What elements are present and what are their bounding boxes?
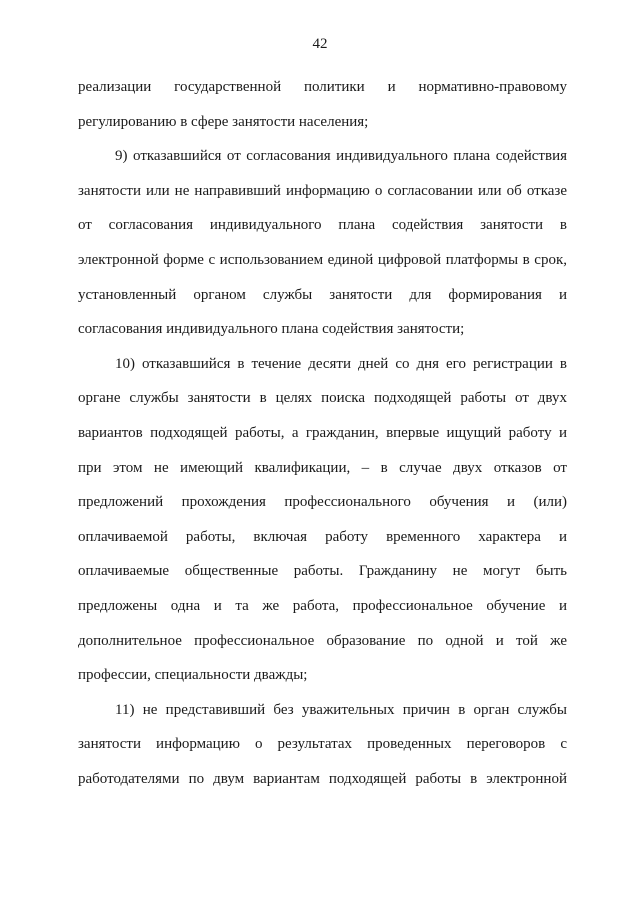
text-line: занятости или не направивший информацию о согласовании или об отказе bbox=[78, 182, 567, 199]
text-line: предложены одна и та же работа, профессиональное обучение и bbox=[78, 597, 567, 614]
text-line: реализации государственной политики и нормативно-правовому bbox=[78, 79, 567, 95]
text-line: электронной форме с использованием единой цифровой платформы в срок, bbox=[78, 251, 567, 268]
text-line: установленный органом службы занятости для формирования и bbox=[78, 286, 567, 303]
text-line: работодателями по двум вариантам подходящей работы в электронной bbox=[78, 770, 567, 787]
text-line: 9) отказавшийся от согласования индивидуального плана содействия bbox=[115, 148, 567, 165]
text-line: дополнительное профессиональное образование по одной и той же bbox=[78, 632, 567, 649]
text-line: 10) отказавшийся в течение десяти дней со дня его регистрации в bbox=[115, 355, 567, 372]
text-line: органе службы занятости в целях поиска подходящей работы от двух bbox=[78, 390, 567, 407]
document-body bbox=[78, 70, 567, 796]
text-line: занятости информацию о результатах проведенных переговоров с bbox=[78, 736, 567, 753]
text-line: 11) не представивший без уважительных причин в орган службы bbox=[115, 701, 567, 718]
text-line: согласования индивидуального плана содействия занятости; bbox=[78, 321, 465, 338]
text-line: от согласования индивидуального плана содействия занятости в bbox=[78, 217, 567, 234]
text-line: оплачиваемой работы, включая работу временного характера и bbox=[78, 528, 567, 545]
text-line: профессии, специальности дважды; bbox=[78, 667, 308, 684]
page-number: 42 bbox=[312, 36, 328, 52]
text-line: при этом не имеющий квалификации, – в случае двух отказов от bbox=[78, 459, 567, 476]
text-line: регулированию в сфере занятости населения; bbox=[78, 113, 369, 130]
text-line: вариантов подходящей работы, а гражданин, впервые ищущий работу и bbox=[78, 424, 567, 441]
text-line: предложений прохождения профессионального обучения и (или) bbox=[78, 494, 567, 511]
text-line: оплачиваемые общественные работы. Гражданину не могут быть bbox=[78, 563, 567, 580]
